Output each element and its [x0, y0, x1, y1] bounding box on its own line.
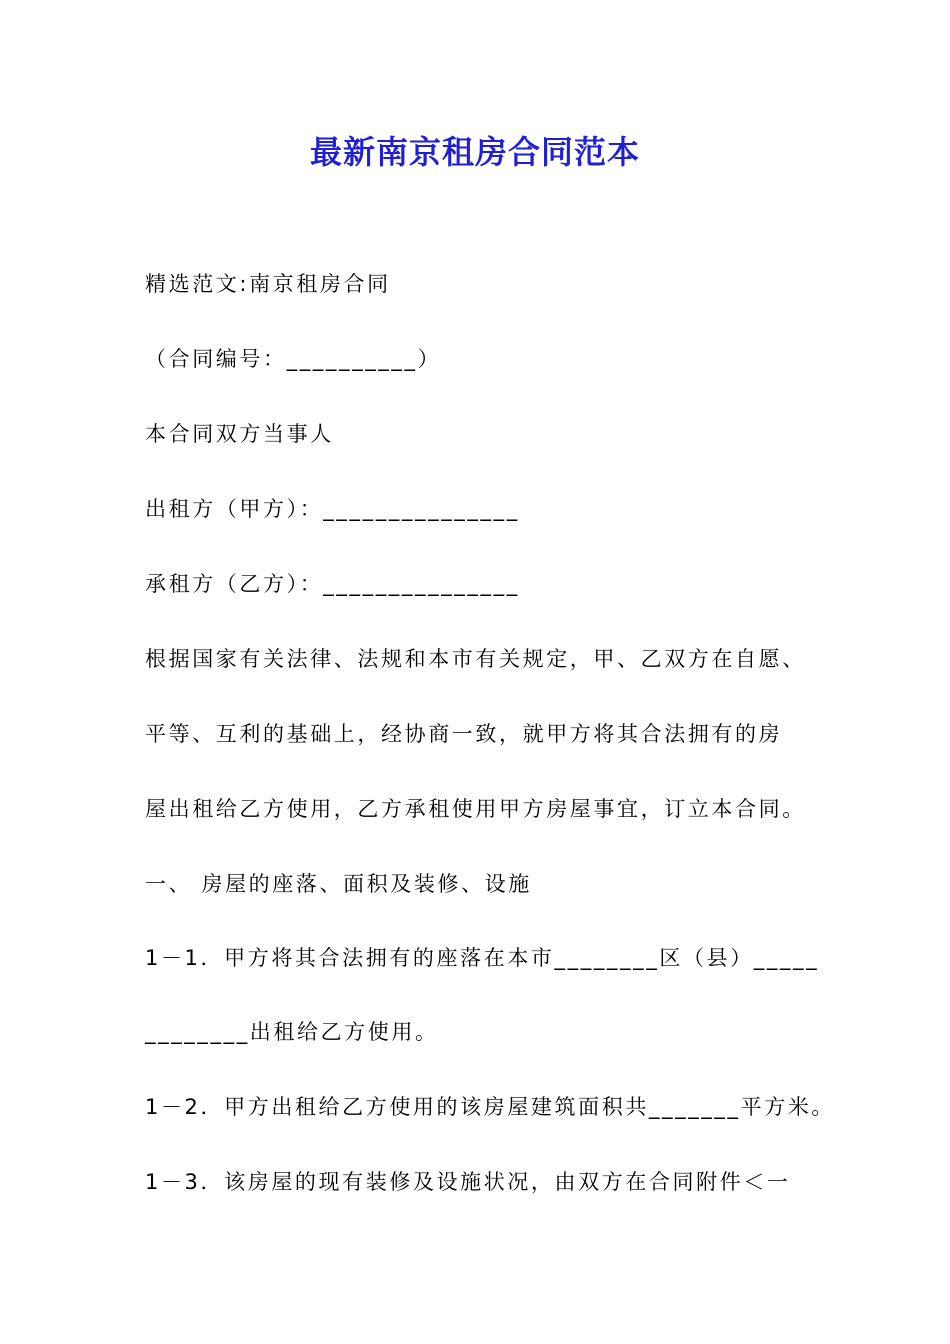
preamble-line: 平等、互利的基础上，经协商一致，就甲方将其合法拥有的房: [145, 722, 783, 746]
clause-line: 1－1．甲方将其合法拥有的座落在本市________区（县）_____: [145, 946, 820, 970]
section-heading: 一、 房屋的座落、面积及装修、设施: [145, 872, 532, 896]
clause-line: 1－2．甲方出租给乙方使用的该房屋建筑面积共_______平方米。: [145, 1095, 836, 1119]
preamble-line: 屋出租给乙方使用，乙方承租使用甲方房屋事宜，订立本合同。: [145, 797, 806, 821]
lessor-line: 出租方（甲方）：_______________: [145, 497, 520, 521]
document-title: 最新南京租房合同范本: [309, 133, 640, 171]
clause-line: ________出租给乙方使用。: [145, 1020, 439, 1044]
contract-number-line: （合同编号：__________）: [145, 347, 442, 371]
intro-line: 精选范文:南京租房合同: [145, 272, 391, 296]
preamble-line: 根据国家有关法律、法规和本市有关规定，甲、乙双方在自愿、: [145, 647, 806, 671]
clause-line: 1－3．该房屋的现有装修及设施状况，由双方在合同附件＜一: [145, 1170, 791, 1194]
lessee-line: 承租方（乙方）：_______________: [145, 572, 520, 596]
parties-heading: 本合同双方当事人: [145, 422, 334, 446]
